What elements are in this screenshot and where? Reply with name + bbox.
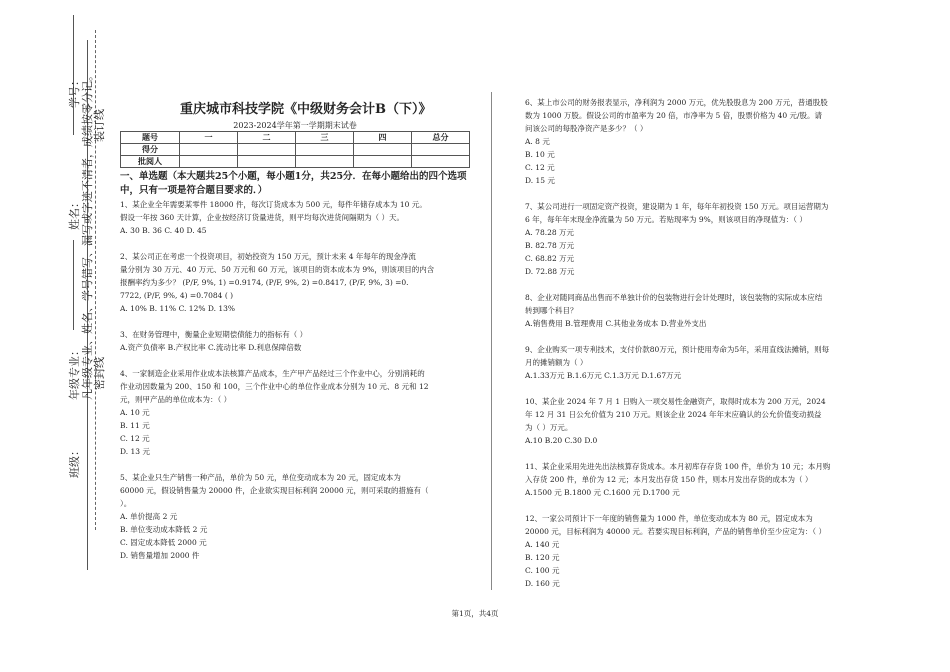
question-text: 12、一家公司预计下一年度的销售量为 1000 件，单位变动成本为 80 元，固定成本为	[525, 514, 813, 523]
answer-option: A. 10% B. 11% C. 12% D. 13%	[120, 304, 236, 313]
question-text: 转到哪个科目？	[525, 306, 578, 315]
question-item	[525, 200, 865, 278]
question-text: 问该公司的每股净资产是多少？（ ）	[525, 124, 648, 133]
header-cell: 三	[296, 132, 354, 144]
question-item	[525, 512, 865, 590]
question-text: 20000 元，目标利润为 40000 元。若要实现目标利润，产品的销售单价至少应定为：（ ）	[525, 527, 827, 536]
question-text: 报酬率约为多少？ (P/F, 9%, 1) =0.9174, (P/F, 9%, 2) =0.8417, (P/F, 9%, 3) =0.	[120, 278, 409, 287]
question-text: 年 12 月 31 日公允价值为 210 万元。则该企业 2024 年年末应确认的公允价值变动损益	[525, 410, 822, 419]
header-cell: 题号	[121, 132, 180, 144]
reviewer-row	[121, 156, 470, 168]
question-item	[525, 96, 865, 187]
question-text: 3、在财务管理中，衡量企业短期偿债能力的指标有（ ）	[120, 330, 308, 339]
answer-option: C. 固定成本降低 2000 元	[120, 538, 207, 547]
answer-option: C. 68.82 万元	[525, 254, 575, 263]
question-item	[120, 328, 482, 354]
question-item	[525, 460, 865, 499]
score-cell[interactable]	[180, 144, 238, 156]
seal-line-label: 装订线	[93, 109, 106, 142]
answer-option: D. 15 元	[525, 176, 555, 185]
answer-option: A. 78.28 万元	[525, 228, 575, 237]
answer-option: C. 100 元	[525, 566, 560, 575]
answer-option: A. 单价提高 2 元	[120, 512, 178, 521]
header-cell: 二	[238, 132, 296, 144]
question-text: 月的摊销额为（ ）	[525, 358, 588, 367]
seal-line-label-2: 密封线	[93, 357, 106, 390]
question-item	[120, 471, 482, 562]
score-cell[interactable]	[412, 144, 470, 156]
name-label: 姓名：	[68, 197, 81, 230]
question-text: 4、一家制造企业采用作业成本法核算产品成本，生产甲产品经过三个作业中心，分别消耗的	[120, 369, 425, 378]
exam-title: 重庆城市科技学院《中级财务会计B（下）》	[180, 102, 432, 117]
score-cell[interactable]	[238, 144, 296, 156]
question-text: 7、某公司进行一项固定资产投资，建设期为 1 年，每年年初投资 150 万元。项目运营期为	[525, 202, 829, 211]
answer-option: C. 12 元	[120, 434, 150, 443]
answer-option: A.1500 元 B.1800 元 C.1600 元 D.1700 元	[525, 488, 680, 497]
header-cell: 一	[180, 132, 238, 144]
reviewer-cell[interactable]	[412, 156, 470, 168]
answer-option: D. 72.88 万元	[525, 267, 575, 276]
question-item	[525, 395, 865, 447]
score-row	[121, 144, 470, 156]
question-text: 入存货 200 件，单价为 12 元；本月发出存货 150 件，则本月发出存货的成本为（ ）	[525, 475, 813, 484]
answer-option: A. 10 元	[120, 408, 150, 417]
class-label: 年级专业：	[68, 345, 81, 400]
answer-option: B. 10 元	[525, 150, 555, 159]
answer-option: A. 30 B. 36 C. 40 D. 45	[120, 226, 207, 235]
reviewer-cell[interactable]	[296, 156, 354, 168]
question-item	[120, 198, 482, 237]
answer-option: A.销售费用 B.管理费用 C.其他业务成本 D.营业外支出	[525, 319, 707, 328]
binding-dashed-line	[95, 30, 96, 530]
question-text: 6、某上市公司的财务报表显示，净利润为 2000 万元，优先股股息为 200 万元，普通股股	[525, 98, 828, 107]
answer-option: B. 82.78 万元	[525, 241, 575, 250]
answer-option: A. 8 元	[525, 137, 550, 146]
question-text: 60000 元，假设销售量为 20000 件，企业欲实现目标利润 20000 元，则可采取的措施有（	[120, 486, 429, 495]
right-column	[525, 96, 865, 603]
exam-subtitle: 2023-2024学年第一学期期末试卷	[233, 121, 357, 130]
answer-option: B. 120 元	[525, 553, 560, 562]
question-item	[525, 291, 865, 330]
reviewer-cell[interactable]	[238, 156, 296, 168]
answer-option: A.10 B.20 C.30 D.0	[525, 436, 598, 445]
question-text: 10、某企业 2024 年 7 月 1 日购入一项交易性金融资产，取得时成本为 200 万元，2024	[525, 397, 826, 406]
question-text: 9、企业购买一项专利技术，支付价款80万元，预计使用寿命为5年，采用直线法摊销，则每	[525, 345, 830, 354]
question-text: 11、某企业采用先进先出法核算存货成本。本月初库存存货 100 件，单价为 10 元；本月购	[525, 462, 831, 471]
question-text: 为（ ）万元。	[525, 423, 573, 432]
score-table	[120, 131, 470, 168]
score-cell[interactable]	[296, 144, 354, 156]
question-text: 作业动因数量为 200、150 和 100，三个作业中心的单位作业成本分别为 10 元、8 元和 12	[120, 382, 429, 391]
question-text: ）。	[120, 499, 132, 508]
question-text: 2、某公司正在考虑一个投资项目，初始投资为 150 万元，预计未来 4 年每年的现金净流	[120, 252, 416, 261]
name-line	[73, 240, 74, 330]
question-text: 假设一年按 360 天计算，企业按经济订货量进货，则平均每次进货间隔期为（ ）天。	[120, 213, 404, 222]
answer-option: D. 160 元	[525, 579, 560, 588]
header-cell: 四	[354, 132, 412, 144]
reviewer-cell[interactable]	[354, 156, 412, 168]
answer-option: D. 销售量增加 2000 件	[120, 551, 200, 560]
answer-option: B. 11 元	[120, 421, 150, 430]
score-cell[interactable]	[354, 144, 412, 156]
section-heading: 一、单选题（本大题共25个小题，每小题1分，共25分．在每小题给出的四个选项中，只有一项是符合题目要求的．）	[120, 171, 467, 196]
left-column	[120, 198, 482, 575]
row-label: 批阅人	[121, 156, 180, 168]
page-footer: 第1页，共4页	[451, 609, 499, 618]
row-label: 得分	[121, 144, 180, 156]
answer-option: B. 单位变动成本降低 2 元	[120, 525, 208, 534]
question-text: 8、企业对随同商品出售而不单独计价的包装物进行会计处理时，该包装物的实际成本应结	[525, 293, 823, 302]
notice-text: 凡年级专业、姓名、学号错写、漏写或字迹不清者，成绩按零分记。	[81, 70, 94, 400]
school-label: 班级：	[68, 445, 81, 478]
answer-option: A.1.33万元 B.1.6万元 C.1.3万元 D.1.67万元	[525, 371, 682, 380]
header-cell: 总分	[412, 132, 470, 144]
reviewer-cell[interactable]	[180, 156, 238, 168]
question-item	[525, 343, 865, 382]
question-text: 7722, (P/F, 9%, 4) =0.7084 ( )	[120, 291, 234, 300]
answer-option: A. 140 元	[525, 540, 560, 549]
student-id-label: 学号：	[68, 75, 81, 108]
question-text: 6 年，每年年末现金净流量为 50 万元。若贴现率为 9%，则该项目的净现值为：（ ）	[525, 215, 807, 224]
question-text: 数为 1000 万股。假设公司的市盈率为 20 倍，市净率为 5 倍，股票价格为 40 元/股。请	[525, 111, 823, 120]
column-divider	[491, 92, 492, 590]
score-table-header-row	[121, 132, 470, 144]
question-item	[120, 250, 482, 315]
question-text: 5、某企业只生产销售一种产品，单价为 50 元，单位变动成本为 20 元，固定成本为	[120, 473, 401, 482]
answer-option: D. 13 元	[120, 447, 150, 456]
answer-option: C. 12 元	[525, 163, 555, 172]
question-text: 1、某企业全年需要某零件 18000 件，每次订货成本为 500 元，每件年储存成本为 10 元。	[120, 200, 427, 209]
question-text: 元，则甲产品的单位成本为：（ ）	[120, 395, 232, 404]
question-item	[120, 367, 482, 458]
answer-option: A.资产负债率 B.产权比率 C.流动比率 D.利息保障倍数	[120, 343, 302, 352]
question-text: 量分别为 30 万元、40 万元、50 万元和 60 万元，该项目的资本成本为 9%，则该项目的内含	[120, 265, 435, 274]
